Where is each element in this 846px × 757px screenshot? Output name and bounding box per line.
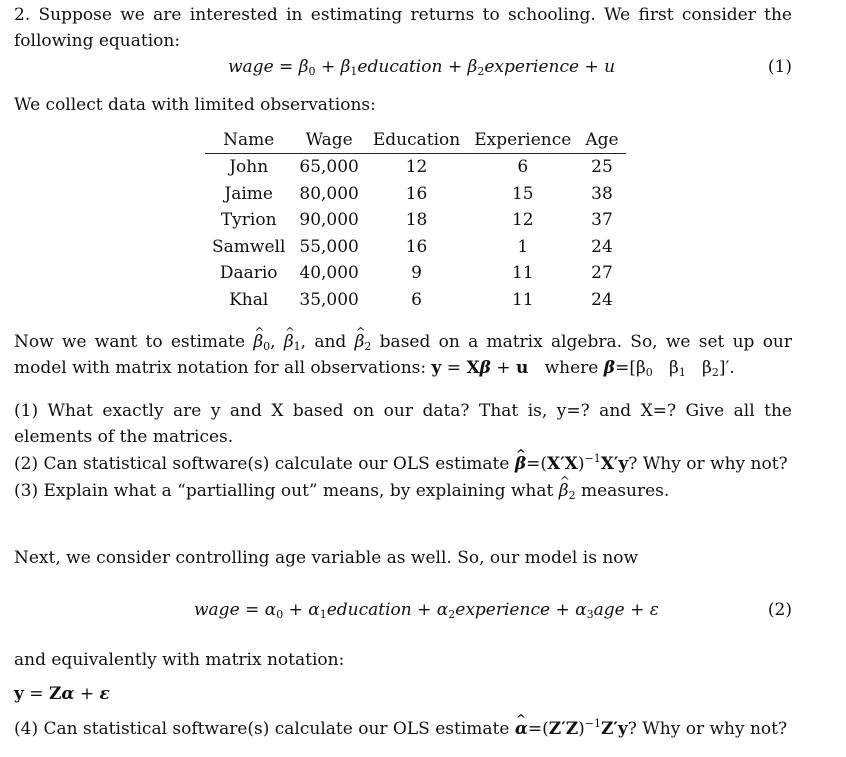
cell-education: 16 bbox=[405, 183, 428, 204]
equivalent-text: and equivalently with matrix notation: bbox=[14, 650, 345, 670]
table-row bbox=[205, 181, 626, 208]
cell-wage: 80,000 bbox=[299, 183, 359, 204]
cell-wage: 90,000 bbox=[299, 210, 359, 231]
cell-education: 18 bbox=[405, 210, 428, 231]
data-table bbox=[205, 127, 626, 313]
estimate-paragraph: Now we want to estimate ^ $\beta_0$, ^ $\beta_1$, and ^ $\beta_2$ based on a matrix algebra. So, we set up our model with matrix notation for all observations: y = Xβ + u where $\beta=[\beta_0$ $\beta_1$ $\beta_2]'$. bbox=[14, 329, 792, 381]
cell-age: 37 bbox=[591, 210, 613, 231]
question-3: (3) Explain what a “partialling out” means, by explaining what ^ $\beta_2$ measures. bbox=[14, 478, 792, 504]
question-1: (1) What exactly are y and X based on our data? That is, y=? and X=? Give all the elements of the matrices. bbox=[14, 401, 792, 447]
question-4: (4) Can statistical software(s) calculate our OLS estimate ^ $\alpha=(Z'Z)^{-1}Z'y$? Why or why not? bbox=[14, 716, 792, 742]
cell-education: 9 bbox=[411, 263, 422, 284]
cell-name: John bbox=[229, 157, 269, 178]
table-row bbox=[205, 260, 626, 287]
matrix-equation-2: y = Zα + ε bbox=[14, 684, 110, 704]
table-row bbox=[205, 234, 626, 261]
cell-age: 25 bbox=[591, 157, 613, 178]
next-text: Next, we consider controlling age variable as well. So, our model is now bbox=[14, 548, 639, 568]
header-experience: Experience bbox=[467, 127, 578, 154]
cell-name: Jaime bbox=[224, 183, 273, 204]
equation-2: wage = $\alpha_0$ + $\alpha_1education$ + $\alpha_2experience + \alpha_3age + \varepsilon$ bbox=[194, 600, 659, 621]
cell-age: 38 bbox=[591, 183, 613, 204]
cell-experience: 6 bbox=[517, 157, 529, 178]
table-row bbox=[205, 207, 626, 234]
cell-age: 24 bbox=[591, 236, 613, 257]
header-age: Age bbox=[578, 127, 625, 154]
header-wage: Wage bbox=[292, 127, 365, 154]
cell-wage: 55,000 bbox=[299, 236, 359, 257]
cell-name: Tyrion bbox=[220, 210, 277, 231]
equation-2-number: (2) bbox=[767, 600, 792, 620]
cell-name: Daario bbox=[219, 263, 278, 284]
question-intro: 2. Suppose we are interested in estimating returns to schooling. We first consider the following equation: bbox=[14, 5, 792, 51]
table-row bbox=[205, 154, 626, 181]
cell-age: 27 bbox=[591, 263, 613, 284]
table-header-row bbox=[205, 127, 626, 154]
header-name: Name bbox=[205, 127, 292, 154]
table-row bbox=[205, 287, 626, 314]
cell-age: 24 bbox=[591, 289, 613, 310]
cell-experience: 11 bbox=[511, 289, 534, 310]
equation-1-number: (1) bbox=[767, 57, 792, 77]
cell-education: 6 bbox=[411, 289, 422, 310]
equation-1: wage = $\beta_0$ + $\beta_1education$ + $\beta_2experience + u$ bbox=[228, 57, 616, 78]
cell-wage: 35,000 bbox=[299, 289, 359, 310]
cell-experience: 15 bbox=[511, 183, 534, 204]
cell-education: 12 bbox=[405, 157, 428, 178]
collect-text: We collect data with limited observations: bbox=[14, 95, 376, 115]
header-education: Education bbox=[366, 127, 467, 154]
cell-education: 16 bbox=[405, 236, 428, 257]
cell-name: Samwell bbox=[212, 236, 286, 257]
cell-experience: 11 bbox=[511, 263, 534, 284]
cell-wage: 65,000 bbox=[299, 157, 359, 178]
cell-experience: 12 bbox=[511, 210, 534, 231]
cell-name: Khal bbox=[229, 289, 269, 310]
cell-experience: 1 bbox=[517, 236, 529, 257]
cell-wage: 40,000 bbox=[299, 263, 359, 284]
question-2: (2) Can statistical software(s) calculate our OLS estimate ^ $\beta=(X'X)^{-1}X'y$? Why or why not? bbox=[14, 451, 792, 477]
